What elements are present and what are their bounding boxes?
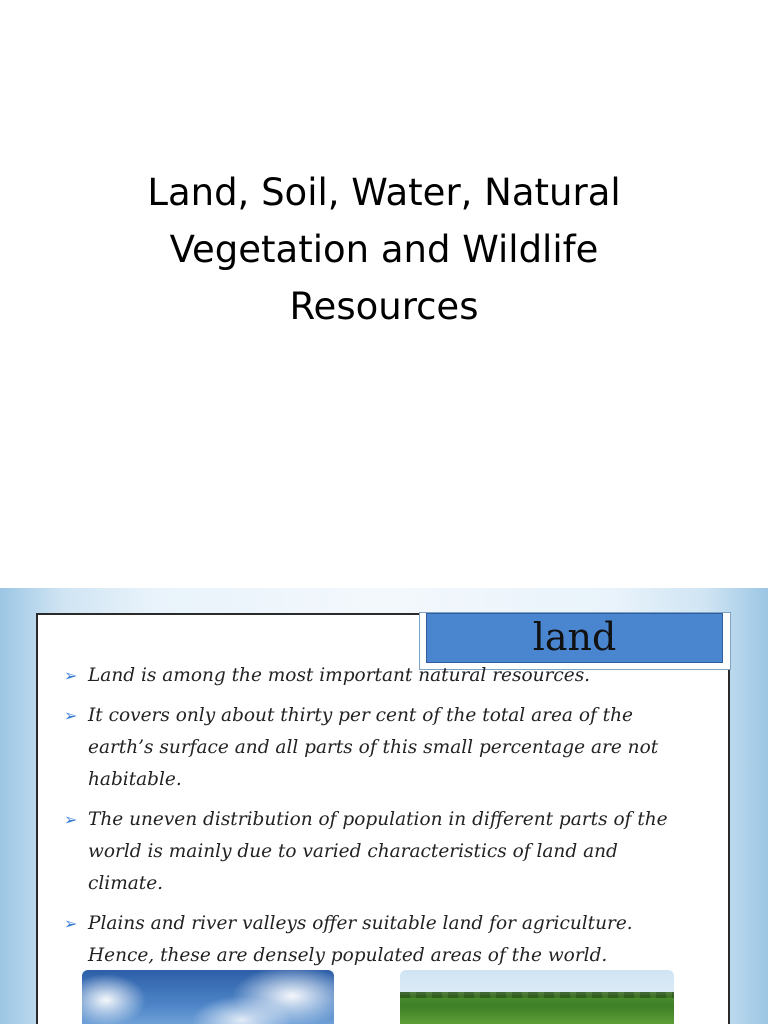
bullet-text: Land is among the most important natural resources.	[88, 665, 591, 686]
arrow-bullet-icon: ➢	[64, 914, 78, 933]
bullet-text: The uneven distribution of population in different parts of the world is mainly due to varied characteristics of land and climate.	[88, 809, 668, 894]
bullet-item	[64, 700, 694, 796]
bullet-item	[64, 660, 694, 692]
bullet-item	[64, 804, 694, 900]
bullet-text: It covers only about thirty per cent of the total area of the earth’s surface and all parts of this small percentage are not habitable.	[88, 705, 659, 790]
tree-line	[400, 992, 674, 998]
heading-banner	[426, 613, 723, 663]
bullet-item	[64, 908, 694, 972]
bullet-list	[64, 660, 694, 980]
field-photo	[400, 970, 674, 1024]
land-slide	[0, 588, 768, 1024]
arrow-bullet-icon: ➢	[64, 706, 78, 725]
sky-photo	[82, 970, 334, 1024]
bullet-text: Plains and river valleys offer suitable land for agriculture. Hence, these are densely populated areas of the world.	[88, 913, 633, 966]
arrow-bullet-icon: ➢	[64, 810, 78, 829]
slide-heading: land	[532, 615, 617, 659]
slide-title: Land, Soil, Water, Natural Vegetation and Wildlife Resources	[147, 171, 621, 328]
arrow-bullet-icon: ➢	[64, 666, 78, 685]
